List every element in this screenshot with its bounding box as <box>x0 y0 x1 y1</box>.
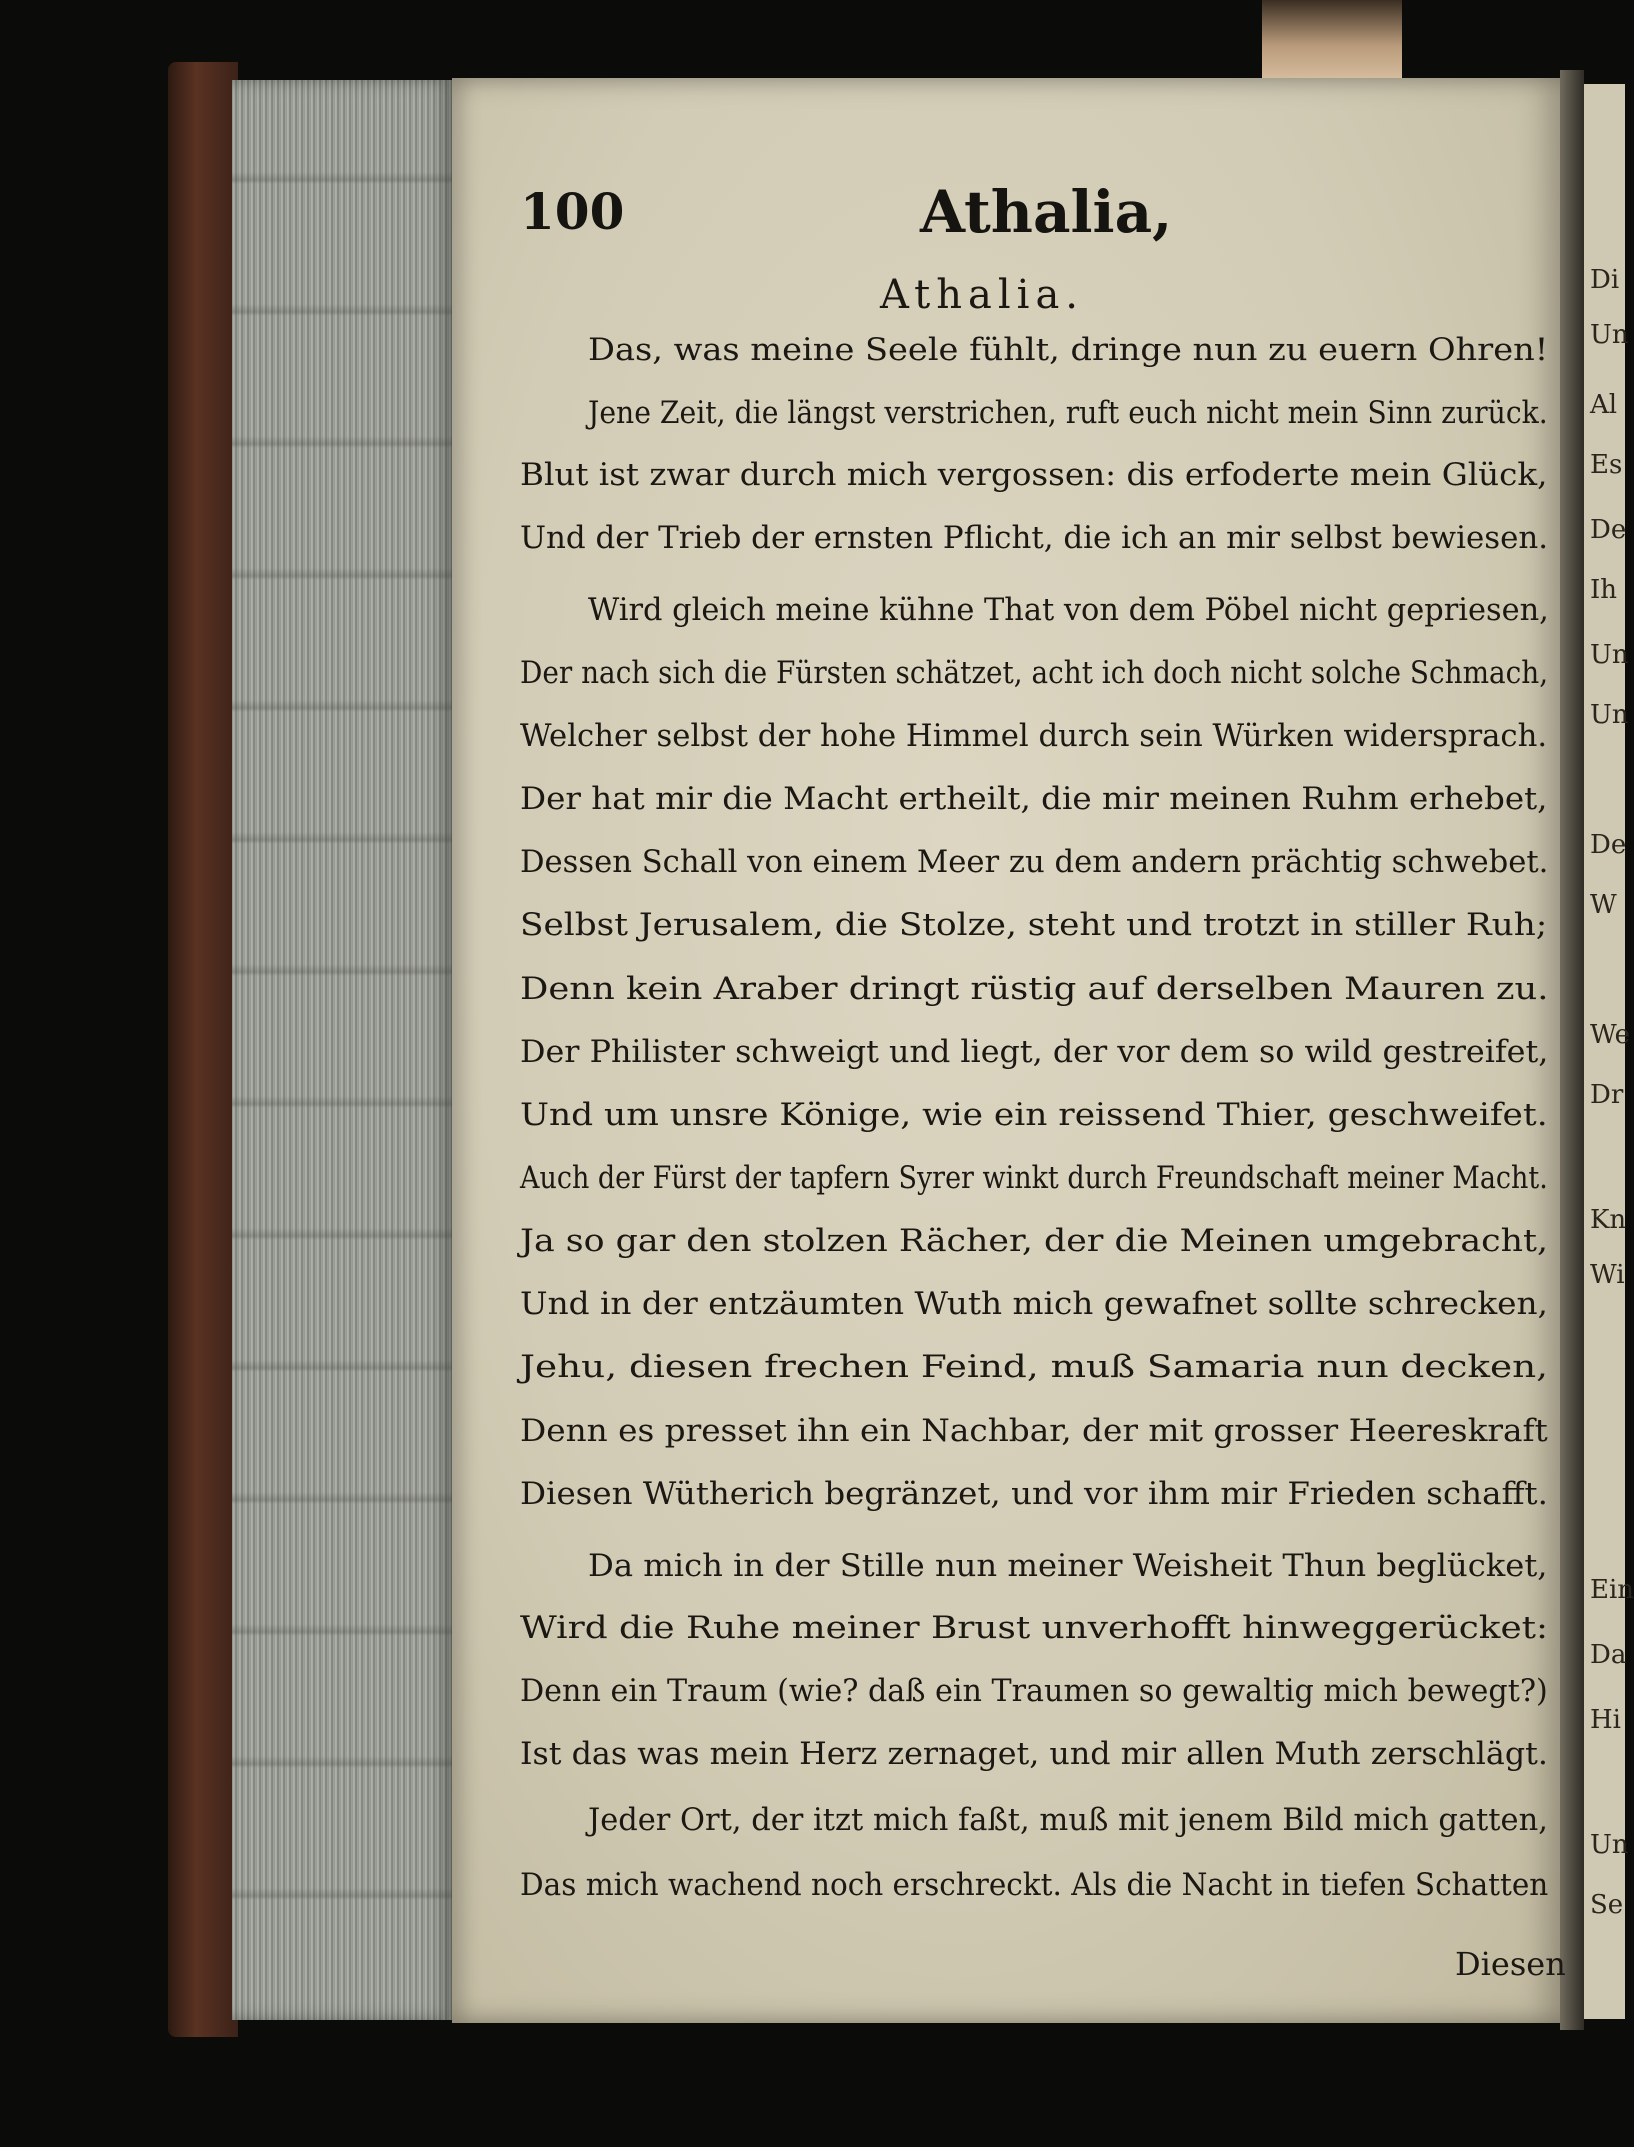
bookmark-strip <box>1262 0 1402 82</box>
verse-line: Welcher selbst der hohe Himmel durch sein Würken widersprach. <box>520 718 1548 754</box>
adjacent-page-fragment: De <box>1590 830 1627 860</box>
verse-line: Denn kein Araber dringt rüstig auf derselben Mauren zu. <box>520 971 1549 1007</box>
book-cover-spine <box>168 62 238 2037</box>
verse-line: Ist das was mein Herz zernaget, und mir allen Muth zerschlägt. <box>520 1736 1548 1772</box>
adjacent-page-fragment: Se <box>1590 1890 1624 1920</box>
adjacent-page-fragment: Un <box>1590 640 1629 670</box>
verse-line: Und in der entzäumten Wuth mich gewafnet sollte schrecken, <box>520 1286 1548 1322</box>
adjacent-page-fragment: Ih <box>1590 575 1618 605</box>
book-gutter <box>1560 70 1584 2030</box>
verse-line: Der hat mir die Macht ertheilt, die mir meinen Ruhm erhebet, <box>520 781 1548 817</box>
adjacent-page-fragment: Wi <box>1590 1260 1625 1290</box>
catchword: Diesen <box>1455 1945 1566 1983</box>
verse-line: Das, was meine Seele fühlt, dringe nun zu euern Ohren! <box>588 332 1549 368</box>
adjacent-page-fragment: Dr <box>1590 1080 1624 1110</box>
adjacent-page-fragment: Un <box>1590 320 1629 350</box>
speaker-heading: Athalia. <box>880 272 1085 318</box>
adjacent-page-fragment: Un <box>1590 1830 1629 1860</box>
page-number: 100 <box>520 182 625 241</box>
running-head <box>520 178 1560 258</box>
verse-line: Da mich in der Stille nun meiner Weisheit Thun beglücket, <box>588 1548 1548 1584</box>
verse-line: Jeder Ort, der itzt mich faßt, muß mit jenem Bild mich gatten, <box>588 1802 1548 1838</box>
verse-line: Denn es presset ihn ein Nachbar, der mit grosser Heereskraft <box>520 1413 1548 1449</box>
adjacent-page-fragment: Da <box>1590 1640 1627 1670</box>
verse-line: Und der Trieb der ernsten Pflicht, die ich an mir selbst bewiesen. <box>520 520 1549 556</box>
verse-line: Und um unsre Könige, wie ein reissend Thier, geschweifet. <box>520 1097 1548 1133</box>
verse-line: Denn ein Traum (wie? daß ein Traumen so gewaltig mich bewegt?) <box>520 1673 1548 1709</box>
verse-line: Jehu, diesen frechen Feind, muß Samaria nun decken, <box>520 1349 1549 1385</box>
adjacent-page-fragment: Al <box>1590 390 1618 420</box>
verse-line: Diesen Wütherich begränzet, und vor ihm mir Frieden schafft. <box>520 1476 1548 1512</box>
adjacent-page-fragment: Kn <box>1590 1205 1627 1235</box>
adjacent-page-fragment: Ein <box>1590 1575 1634 1605</box>
verse-line: Das mich wachend noch erschreckt. Als die Nacht in tiefen Schatten <box>520 1867 1549 1903</box>
adjacent-page-fragment: We <box>1590 1020 1630 1050</box>
verse-line: Dessen Schall von einem Meer zu dem andern prächtig schwebet. <box>520 844 1549 880</box>
adjacent-page-fragment: De <box>1590 515 1627 545</box>
page-title: Athalia, <box>920 178 1173 246</box>
verse-line: Der Philister schweigt und liegt, der vor dem so wild gestreifet, <box>520 1034 1549 1070</box>
verse-line: Auch der Fürst der tapfern Syrer winkt durch Freundschaft meiner Macht. <box>520 1160 1548 1196</box>
verse-line: Ja so gar den stolzen Rächer, der die Meinen umgebracht, <box>520 1223 1549 1259</box>
verse-line: Wird die Ruhe meiner Brust unverhofft hinweggerücket: <box>520 1610 1549 1646</box>
verse-line: Der nach sich die Fürsten schätzet, acht ich doch nicht solche Schmach, <box>520 655 1549 691</box>
verse-line: Blut ist zwar durch mich vergossen: dis erfoderte mein Glück, <box>520 457 1548 493</box>
verse-line: Jene Zeit, die längst verstrichen, ruft euch nicht mein Sinn zurück. <box>588 395 1548 431</box>
page-edges <box>232 80 454 2020</box>
adjacent-page-fragment: Es <box>1590 450 1623 480</box>
verse-line: Selbst Jerusalem, die Stolze, steht und trotzt in stiller Ruh; <box>520 907 1548 943</box>
adjacent-page-fragment: Un <box>1590 700 1629 730</box>
adjacent-page-fragment: Hi <box>1590 1705 1621 1735</box>
adjacent-page-fragment: Di <box>1590 265 1620 295</box>
adjacent-page-fragment: W <box>1590 890 1617 920</box>
verse-line: Wird gleich meine kühne That von dem Pöbel nicht gepriesen, <box>588 592 1549 628</box>
